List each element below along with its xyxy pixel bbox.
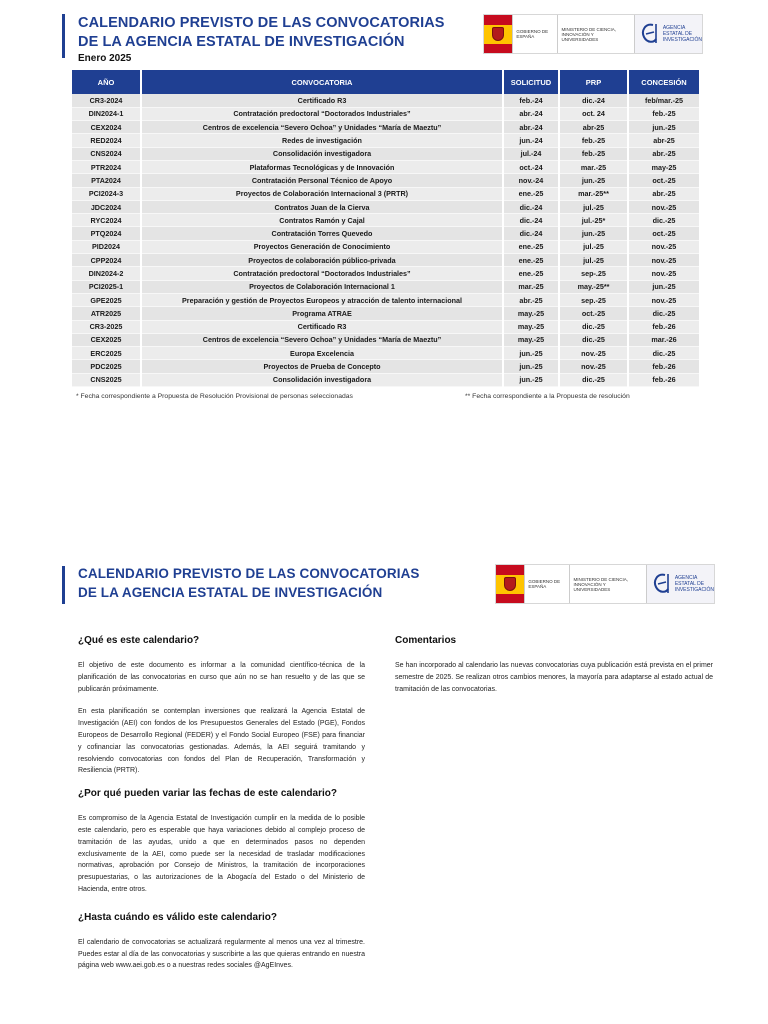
cell-grant: oct.-25	[628, 174, 699, 187]
cell-application: may.-25	[503, 333, 559, 346]
government-logo: GOBIERNO DE ESPAÑA	[525, 565, 570, 603]
cell-year: RYC2024	[72, 214, 141, 227]
cell-grant: nov.-25	[628, 267, 699, 280]
table-row	[72, 307, 699, 320]
right-column	[395, 635, 713, 706]
table-row	[72, 240, 699, 253]
cell-call: Contratación predoctoral “Doctorados Industriales”	[141, 107, 503, 120]
cell-year: PTA2024	[72, 174, 141, 187]
cell-application: mar.-25	[503, 280, 559, 293]
cell-prp: jul.-25*	[559, 214, 628, 227]
table-row	[72, 121, 699, 134]
cell-call: Contratación Personal Técnico de Apoyo	[141, 174, 503, 187]
cell-grant: dic.-25	[628, 307, 699, 320]
table-row	[72, 333, 699, 346]
cell-prp: jul.-25	[559, 254, 628, 267]
cell-year: GPE2025	[72, 293, 141, 306]
title-line-2: DE LA AGENCIA ESTATAL DE INVESTIGACIÓN	[78, 34, 405, 50]
cell-call: Europa Excelencia	[141, 347, 503, 360]
coat-of-arms-icon	[504, 577, 516, 591]
table-row	[72, 373, 699, 386]
cell-grant: abr.-25	[628, 147, 699, 160]
table-row	[72, 200, 699, 213]
cell-application: jun.-24	[503, 134, 559, 147]
cell-call: Certificado R3	[141, 94, 503, 107]
cell-grant: nov.-25	[628, 293, 699, 306]
cell-application: dic.-24	[503, 227, 559, 240]
cell-prp: mar.-25**	[559, 187, 628, 200]
aei-logo-icon	[639, 21, 659, 47]
table-row	[72, 134, 699, 147]
spain-flag-icon	[496, 565, 525, 603]
left-column	[78, 635, 365, 983]
title-line-1: CALENDARIO PREVISTO DE LAS CONVOCATORIAS	[78, 15, 445, 31]
cell-grant: feb.-26	[628, 360, 699, 373]
cell-application: may.-25	[503, 307, 559, 320]
cell-grant: oct.-25	[628, 227, 699, 240]
cell-prp: mar.-25	[559, 160, 628, 173]
cell-year: CEX2025	[72, 333, 141, 346]
cell-call: Consolidación investigadora	[141, 373, 503, 386]
cell-year: JDC2024	[72, 200, 141, 213]
paragraph-commitment: Es compromiso de la Agencia Estatal de Investigación cumplir en la medida de lo posible este calendario, pero es esperable que haya variaciones debido al complejo proceso de tramitación de las ayudas, unido a que en determinados pasos no dependen exclusivamente de la AEI, como puede ser la necesidad de trasladar modificaciones normativas, aprobación por Consejo de Ministros, la tramitación de incorporaciones presupuestarias, o las autorizaciones de la Abogacía del Estado o del Ministerio de Hacienda, entre otros.	[78, 815, 365, 893]
cell-call: Centros de excelencia “Severo Ochoa” y Unidades “María de Maeztu”	[141, 333, 503, 346]
cell-prp: jul.-25	[559, 240, 628, 253]
cell-grant: mar.-26	[628, 333, 699, 346]
cell-call: Proyectos Generación de Conocimiento	[141, 240, 503, 253]
cell-application: ene.-25	[503, 187, 559, 200]
table-row	[72, 107, 699, 120]
cell-prp: jun.-25	[559, 227, 628, 240]
agency-logo-text: AGENCIA ESTATAL DE INVESTIGACIÓN	[674, 575, 715, 593]
cell-application: nov.-24	[503, 174, 559, 187]
heading-what-is: ¿Qué es este calendario?	[78, 635, 200, 646]
cell-application: jun.-25	[503, 360, 559, 373]
column-header-year: AÑO	[72, 70, 141, 94]
cell-year: DIN2024-2	[72, 267, 141, 280]
ministry-logo: MINISTERIO DE CIENCIA, INNOVACIÓN Y UNIVERSIDADES	[570, 565, 646, 603]
table-header-row	[72, 70, 699, 94]
cell-prp: abr-25	[559, 121, 628, 134]
cell-year: PDC2025	[72, 360, 141, 373]
cell-call: Contratación predoctoral “Doctorados Industriales”	[141, 267, 503, 280]
table-row	[72, 187, 699, 200]
cell-call: Proyectos de colaboración público-privada	[141, 254, 503, 267]
title-accent-bar	[62, 566, 65, 604]
cell-call: Consolidación investigadora	[141, 147, 503, 160]
cell-grant: abr.-25	[628, 187, 699, 200]
cell-prp: feb.-25	[559, 134, 628, 147]
cell-grant: may-25	[628, 160, 699, 173]
cell-application: jun.-25	[503, 347, 559, 360]
cell-grant: feb.-26	[628, 373, 699, 386]
heading-why-vary: ¿Por qué pueden variar las fechas de este calendario?	[78, 788, 337, 800]
title-accent-bar	[62, 14, 65, 58]
cell-grant: abr-25	[628, 134, 699, 147]
cell-prp: nov.-25	[559, 347, 628, 360]
agency-logo	[635, 15, 702, 53]
cell-application: ene.-25	[503, 254, 559, 267]
cell-application: dic.-24	[503, 200, 559, 213]
cell-year: PTQ2024	[72, 227, 141, 240]
cell-grant: nov.-25	[628, 200, 699, 213]
cell-application: abr.-24	[503, 121, 559, 134]
table-row	[72, 147, 699, 160]
column-header-grant: CONCESIÓN	[628, 70, 699, 94]
heading-comments: Comentarios	[395, 635, 457, 646]
footnote-resolution: ** Fecha correspondiente a la Propuesta de resolución	[465, 393, 630, 400]
table-row	[72, 293, 699, 306]
cell-year: CEX2024	[72, 121, 141, 134]
cell-application: jun.-25	[503, 373, 559, 386]
column-header-application: SOLICITUD	[503, 70, 559, 94]
cell-grant: feb/mar.-25	[628, 94, 699, 107]
cell-grant: dic.-25	[628, 347, 699, 360]
cell-year: CPP2024	[72, 254, 141, 267]
agency-logo	[647, 565, 714, 603]
cell-grant: nov.-25	[628, 240, 699, 253]
calendar-table-body	[72, 94, 699, 387]
info-page	[0, 520, 768, 1024]
table-row	[72, 267, 699, 280]
cell-prp: oct.-25	[559, 307, 628, 320]
paragraph-objective: El objetivo de este documento es informar a la comunidad científico-técnica de la planificación de las convocatorias en curso que aún no se han resuelto y de las que se publicarán próximamente.	[78, 662, 365, 693]
table-row	[72, 174, 699, 187]
cell-application: abr.-25	[503, 293, 559, 306]
paragraph-updates: El calendario de convocatorias se actualizará regularmente al menos una vez al trimestre. Puedes estar al día de las convocatorias y suscribirte a las que quieras entrando en nuestra página web www.aei.gob.es o a nuestras redes sociales @AgEInves.	[78, 938, 365, 970]
cell-call: Redes de investigación	[141, 134, 503, 147]
paragraph-planning: En esta planificación se contemplan inversiones que realizará la Agencia Estatal de Investigación (AEI) con fondos de los Presupuestos Generales del Estado (PGE), Fondos Europeos de Desarrollo Regional (FEDER) y el Fondo Social Europeo (FSE) para financiar y cofinanciar las convocatorias gestionadas. Además, la AEI seguirá tramitando y resolviendo convocatorias con fondos del Plan de Recuperación, Transformación y Resiliencia (PRTR).	[78, 708, 365, 775]
cell-grant: feb.-25	[628, 107, 699, 120]
cell-prp: dic.-25	[559, 373, 628, 386]
cell-prp: feb.-25	[559, 147, 628, 160]
cell-call: Contratos Juan de la Cierva	[141, 200, 503, 213]
cell-call: Proyectos de Prueba de Concepto	[141, 360, 503, 373]
cell-prp: nov.-25	[559, 360, 628, 373]
spain-flag-icon	[484, 15, 513, 53]
cell-year: CNS2024	[72, 147, 141, 160]
table-row	[72, 320, 699, 333]
cell-year: CR3-2024	[72, 94, 141, 107]
table-row	[72, 280, 699, 293]
cell-application: abr.-24	[503, 107, 559, 120]
cell-prp: dic.-25	[559, 333, 628, 346]
cell-prp: jun.-25	[559, 174, 628, 187]
cell-application: dic.-24	[503, 214, 559, 227]
cell-application: may.-25	[503, 320, 559, 333]
cell-prp: oct. 24	[559, 107, 628, 120]
cell-application: feb.-24	[503, 94, 559, 107]
page-title	[78, 564, 420, 602]
cell-call: Plataformas Tecnológicas y de Innovación	[141, 160, 503, 173]
cell-application: ene.-25	[503, 267, 559, 280]
cell-year: ATR2025	[72, 307, 141, 320]
cell-prp: dic.-25	[559, 320, 628, 333]
page-subtitle-date: Enero 2025	[78, 53, 132, 64]
heading-validity: ¿Hasta cuándo es válido este calendario?	[78, 911, 277, 923]
page-title	[78, 14, 445, 52]
cell-call: Contratos Ramón y Cajal	[141, 214, 503, 227]
cell-grant: feb.-26	[628, 320, 699, 333]
government-logo: GOBIERNO DE ESPAÑA	[513, 15, 558, 53]
cell-year: PTR2024	[72, 160, 141, 173]
table-row	[72, 94, 699, 107]
cell-grant: jun.-25	[628, 121, 699, 134]
cell-prp: sep.-25	[559, 293, 628, 306]
table-row	[72, 160, 699, 173]
cell-application: oct.-24	[503, 160, 559, 173]
cell-year: PID2024	[72, 240, 141, 253]
table-row	[72, 214, 699, 227]
cell-application: ene.-25	[503, 240, 559, 253]
cell-application: jul.-24	[503, 147, 559, 160]
cell-year: PCI2025-1	[72, 280, 141, 293]
cell-year: ERC2025	[72, 347, 141, 360]
column-header-call: CONVOCATORIA	[141, 70, 503, 94]
table-row	[72, 347, 699, 360]
footnote-provisional: * Fecha correspondiente a Propuesta de Resolución Provisional de personas seleccionadas	[76, 393, 353, 400]
cell-call: Contratación Torres Quevedo	[141, 227, 503, 240]
column-header-prp: PRP	[559, 70, 628, 94]
institution-logos	[495, 564, 715, 604]
cell-year: DIN2024-1	[72, 107, 141, 120]
table-row	[72, 254, 699, 267]
cell-prp: may.-25**	[559, 280, 628, 293]
cell-call: Proyectos de Colaboración Internacional 1	[141, 280, 503, 293]
cell-call: Preparación y gestión de Proyectos Europeos y atracción de talento internacional	[141, 293, 503, 306]
cell-grant: nov.-25	[628, 254, 699, 267]
table-row	[72, 360, 699, 373]
title-line-2: DE LA AGENCIA ESTATAL DE INVESTIGACIÓN	[78, 585, 383, 600]
cell-call: Certificado R3	[141, 320, 503, 333]
cell-year: RED2024	[72, 134, 141, 147]
institution-logos	[483, 14, 703, 54]
cell-call: Programa ATRAE	[141, 307, 503, 320]
cell-year: PCI2024-3	[72, 187, 141, 200]
cell-grant: jun.-25	[628, 280, 699, 293]
cell-call: Centros de excelencia “Severo Ochoa” y Unidades “María de Maeztu”	[141, 121, 503, 134]
aei-logo-icon	[651, 571, 671, 597]
cell-prp: sep-.25	[559, 267, 628, 280]
cell-prp: jul.-25	[559, 200, 628, 213]
calendar-table	[72, 70, 699, 387]
cell-year: CR3-2025	[72, 320, 141, 333]
cell-prp: dic.-24	[559, 94, 628, 107]
agency-logo-text: AGENCIA ESTATAL DE INVESTIGACIÓN	[662, 25, 703, 43]
cell-grant: dic.-25	[628, 214, 699, 227]
coat-of-arms-icon	[492, 27, 504, 41]
ministry-logo: MINISTERIO DE CIENCIA, INNOVACIÓN Y UNIVERSIDADES	[558, 15, 634, 53]
paragraph-comments: Se han incorporado al calendario las nuevas convocatorias cuya publicación está prevista en el primer semestre de 2025. Se realizan otros cambios menores, la mayoría para adaptarse al estado actual de tramitación de las convocatorias.	[395, 662, 713, 693]
cell-call: Proyectos de Colaboración Internacional 3 (PRTR)	[141, 187, 503, 200]
title-line-1: CALENDARIO PREVISTO DE LAS CONVOCATORIAS	[78, 566, 420, 581]
cell-year: CNS2025	[72, 373, 141, 386]
table-row	[72, 227, 699, 240]
